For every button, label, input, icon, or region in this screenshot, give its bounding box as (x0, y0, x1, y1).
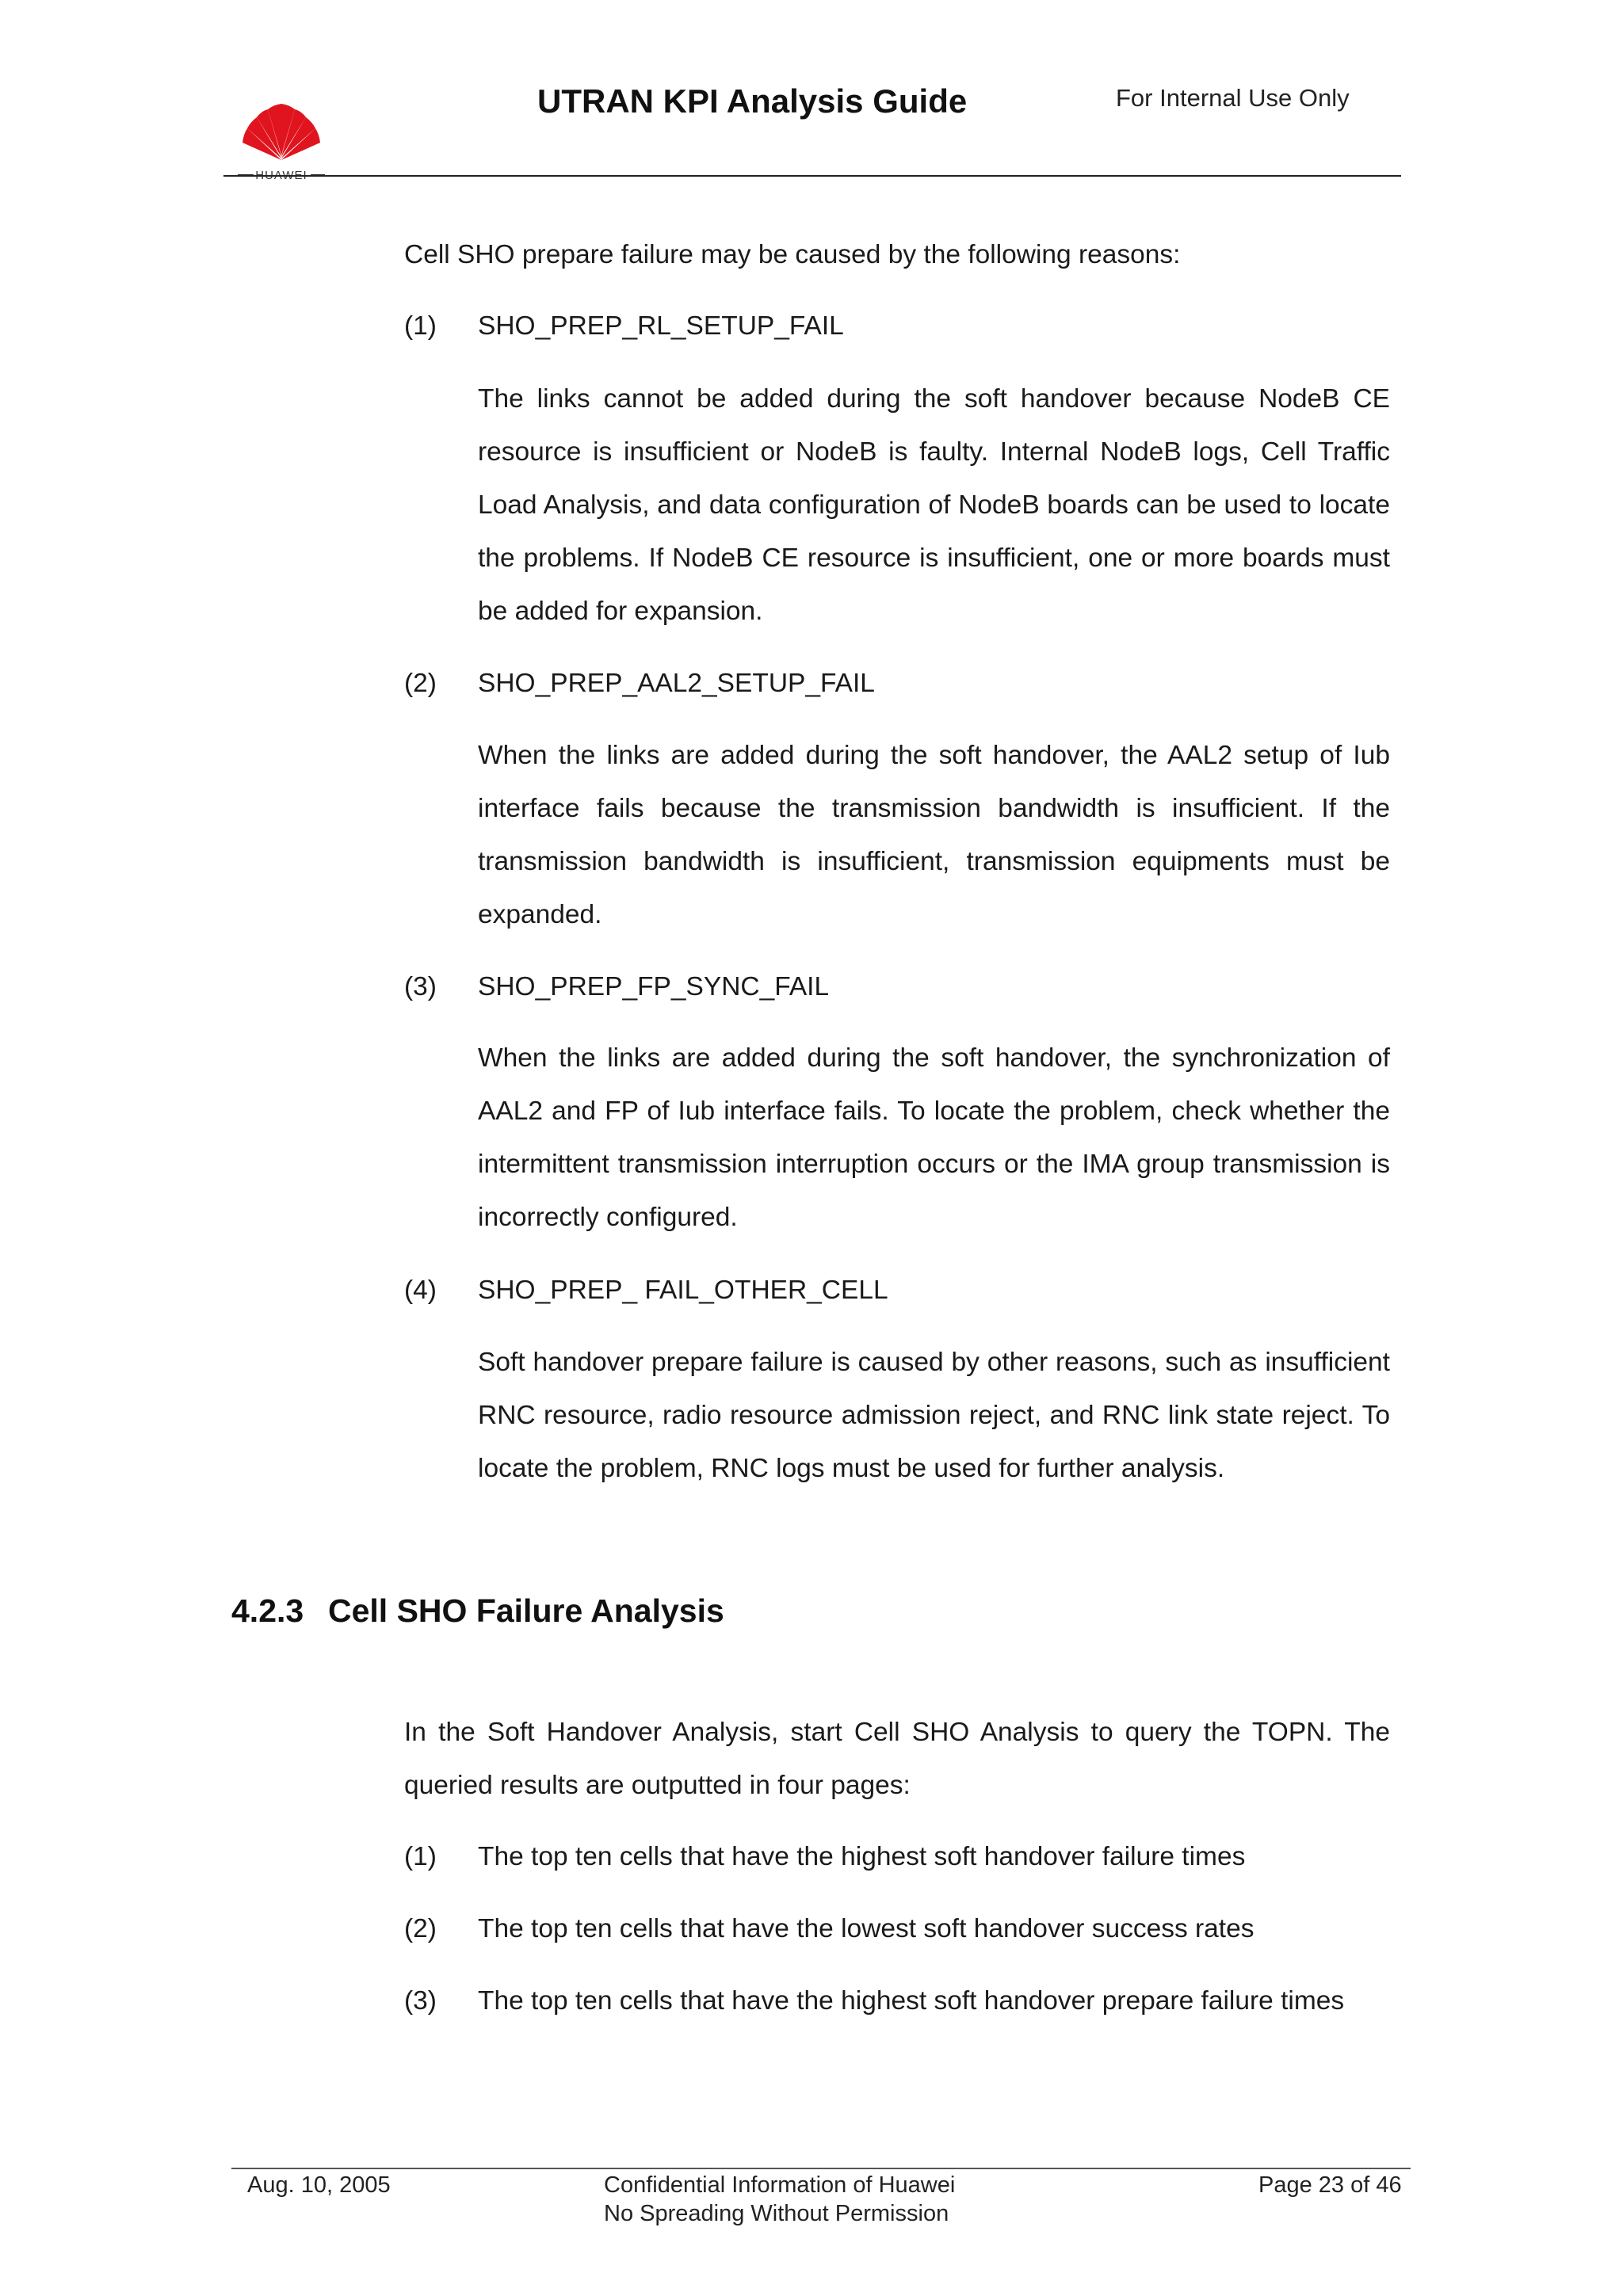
reason-code: SHO_PREP_ FAIL_OTHER_CELL (478, 1276, 888, 1305)
result-item-number: (1) (404, 1842, 437, 1871)
result-item-text: The top ten cells that have the lowest soft handover success rates (478, 1914, 1254, 1943)
reason-description: When the links are added during the soft handover, the AAL2 setup of Iub interface fails because the transmission bandwidth is insufficient. If the transmission bandwidth is insufficient, transmission equipments must be expanded. (478, 741, 1390, 929)
result-item-text: The top ten cells that have the highest soft handover prepare failure times (478, 1986, 1345, 2016)
section-heading (231, 1592, 724, 1630)
reason-code: SHO_PREP_FP_SYNC_FAIL (478, 972, 830, 1001)
header-divider (223, 175, 1401, 177)
result-item-text: The top ten cells that have the highest soft handover failure times (478, 1842, 1246, 1871)
svg-text:HUAWEI: HUAWEI (255, 169, 307, 181)
reason-number: (4) (404, 1276, 437, 1305)
reason-code: SHO_PREP_AAL2_SETUP_FAIL (478, 669, 875, 698)
reason-code: SHO_PREP_RL_SETUP_FAIL (478, 311, 844, 341)
reason-number: (1) (404, 311, 437, 341)
result-item-number: (3) (404, 1986, 437, 2016)
reason-description: The links cannot be added during the soft handover because NodeB CE resource is insufficient or NodeB is faulty. Internal NodeB logs, Cell Traffic Load Analysis, and data configuration of NodeB boards can be used to locate the problems. If NodeB CE resource is insufficient, one or more boards must be added for expansion. (478, 384, 1390, 626)
section-number: 4.2.3 (231, 1592, 304, 1629)
footer-confidential: Confidential Information of Huawei (604, 2172, 956, 2198)
huawei-logo (238, 93, 325, 181)
section-intro-paragraph: In the Soft Handover Analysis, start Cell SHO Analysis to query the TOPN. The queried results are outputted in four pages: (404, 1718, 1390, 1800)
footer-date: Aug. 10, 2005 (247, 2172, 391, 2198)
intro-paragraph: Cell SHO prepare failure may be caused by the following reasons: (404, 240, 1181, 269)
classification-label: For Internal Use Only (1116, 84, 1350, 112)
result-item-number: (2) (404, 1914, 437, 1943)
footer-divider (231, 2168, 1411, 2169)
reason-number: (3) (404, 972, 437, 1001)
reason-description: Soft handover prepare failure is caused by other reasons, such as insufficient RNC resource, radio resource admission reject, and RNC link state reject. To locate the problem, RNC logs must be used for further analysis. (478, 1348, 1390, 1483)
footer-no-spreading: No Spreading Without Permission (604, 2201, 949, 2226)
huawei-logo-mark (238, 93, 325, 181)
footer-page-number: Page 23 of 46 (1258, 2172, 1402, 2198)
section-title: Cell SHO Failure Analysis (328, 1592, 724, 1629)
reason-description: When the links are added during the soft handover, the synchronization of AAL2 and FP of Iub interface fails. To locate the problem, check whether the intermittent transmission interruption occurs or the IMA group transmission is incorrectly configured. (478, 1043, 1390, 1232)
reason-number: (2) (404, 669, 437, 698)
document-title: UTRAN KPI Analysis Guide (537, 82, 968, 120)
